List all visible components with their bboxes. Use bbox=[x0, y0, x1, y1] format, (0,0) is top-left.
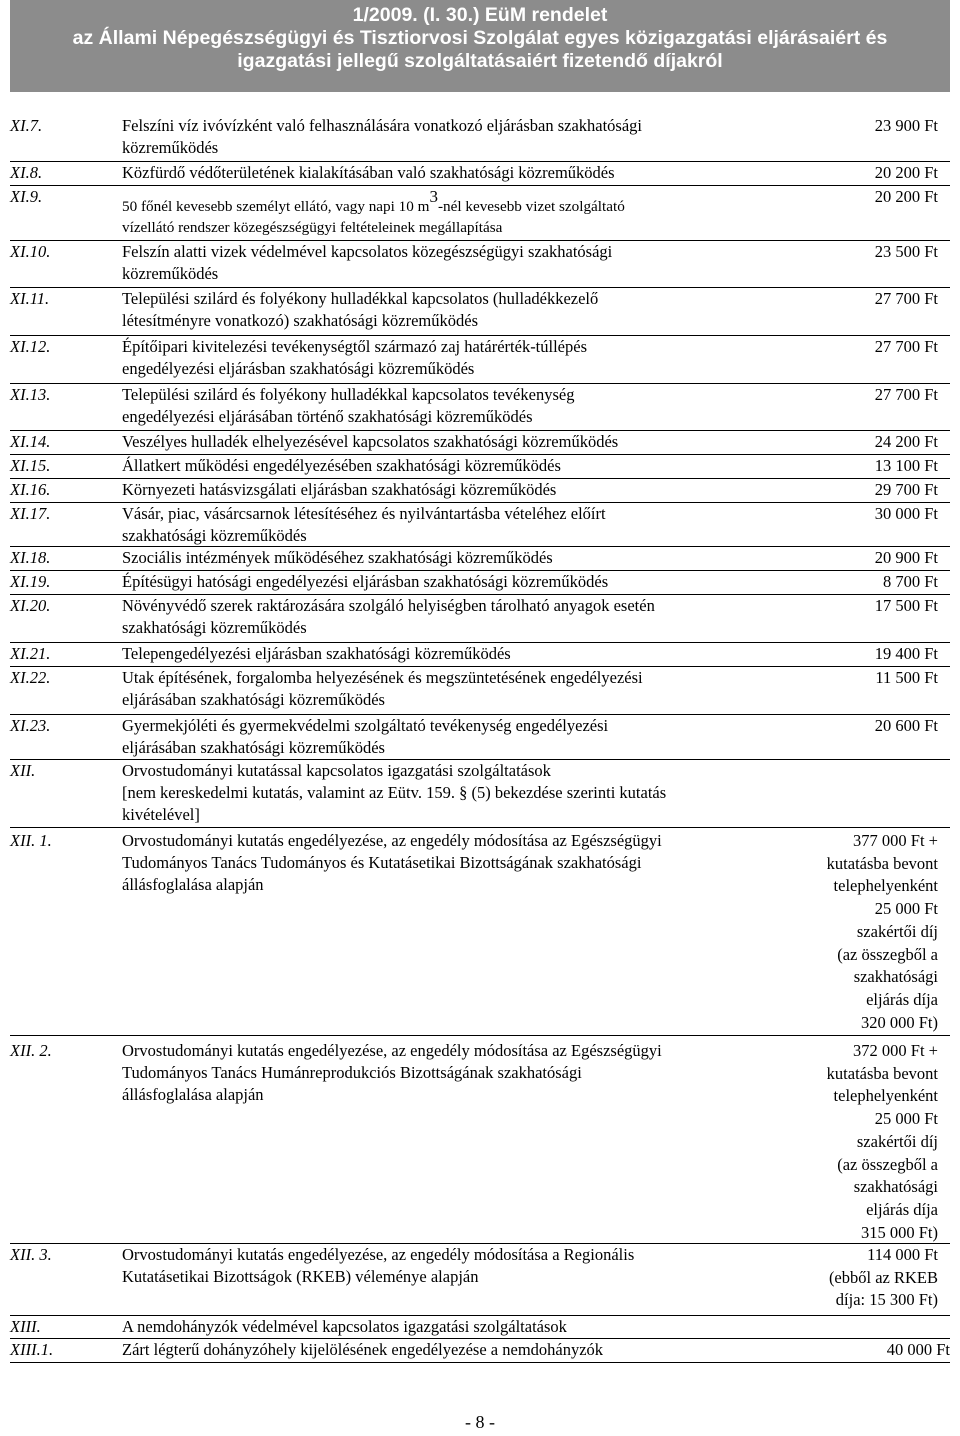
table-row bbox=[10, 1040, 950, 1244]
row-fee: 17 500 Ft bbox=[874, 596, 938, 615]
row-description: Szociális intézmények működéséhez szakhatósági közreműködés bbox=[122, 548, 553, 567]
row-description: Orvostudományi kutatással kapcsolatos igazgatási szolgáltatások [nem kereskedelmi kutatás, valamint az Eütv. 159. § (5) bekezdése szerinti kutatás kivételével] bbox=[122, 761, 667, 824]
row-code: XI.13. bbox=[10, 385, 51, 404]
row-fee: 24 200 Ft bbox=[874, 432, 938, 451]
header-subtitle-line2: igazgatási jellegű szolgáltatásaiért fizetendő díjakról bbox=[237, 50, 723, 72]
table-row bbox=[10, 595, 950, 643]
row-code: XIII.1. bbox=[10, 1340, 54, 1359]
row-code: XI.21. bbox=[10, 644, 51, 663]
row-fee: 27 700 Ft bbox=[874, 385, 938, 404]
row-description: Telepengedélyezési eljárásban szakhatósági közreműködés bbox=[122, 644, 511, 663]
row-description: Orvostudományi kutatás engedélyezése, az engedély módosítása az Egészségügyi Tudományos Tanács Humánreprodukciós Bizottságának szakhatósági állásfoglalása alapján bbox=[122, 1041, 662, 1104]
row-code: XII. 3. bbox=[10, 1245, 52, 1264]
row-fee: 13 100 Ft bbox=[874, 456, 938, 475]
row-description: A nemdohányzók védelmével kapcsolatos igazgatási szolgáltatások bbox=[122, 1317, 567, 1336]
row-code: XI.19. bbox=[10, 572, 51, 591]
row-fee: 19 400 Ft bbox=[874, 644, 938, 663]
row-description: Építésügyi hatósági engedélyezési eljárásban szakhatósági közreműködés bbox=[122, 572, 609, 591]
page-number: - 8 - bbox=[465, 1412, 495, 1432]
row-fee: 20 200 Ft bbox=[874, 187, 938, 206]
row-code: XI.16. bbox=[10, 480, 51, 499]
row-description: 50 főnél kevesebb személyt ellátó, vagy napi 10 $m^3$-nél kevesebb vizet szolgáltató vízellátó rendszer közegészségügyi feltételeinek megállapítása bbox=[122, 187, 625, 236]
row-description: Zárt légterű dohányzóhely kijelölésének engedélyezése a nemdohányzók bbox=[122, 1340, 604, 1359]
table-row bbox=[10, 384, 950, 431]
row-fee: 372 000 Ft + kutatásba bevont telephelyenként 25 000 Ft szakértői díj (az összegből a szakhatósági eljárás díja 315 000 Ft) bbox=[826, 1041, 938, 1242]
row-description: Növényvédő szerek raktározására szolgáló helyiségben tárolható anyagok esetén szakhatósági közreműködés bbox=[122, 596, 655, 637]
row-fee: 27 700 Ft bbox=[874, 337, 938, 356]
row-fee: 29 700 Ft bbox=[874, 480, 938, 499]
table-row bbox=[10, 115, 950, 162]
table-row bbox=[10, 1244, 950, 1316]
row-code: XI.8. bbox=[10, 163, 43, 182]
table-row bbox=[10, 571, 950, 595]
row-code: XI.11. bbox=[10, 289, 50, 308]
row-description: Orvostudományi kutatás engedélyezése, az engedély módosítása az Egészségügyi Tudományos Tanács Tudományos és Kutatásetikai Bizottságának szakhatósági állásfoglalása alapján bbox=[122, 831, 662, 894]
table-row bbox=[10, 760, 950, 828]
row-description: Építőipari kivitelezési tevékenységtől származó zaj határérték-túllépés engedélyezési eljárásban szakhatósági közreműködés bbox=[122, 337, 588, 378]
table-row bbox=[10, 830, 950, 1036]
row-fee: 23 900 Ft bbox=[874, 116, 938, 135]
row-description: Utak építésének, forgalomba helyezésének és megszüntetésének engedélyezési eljárásában szakhatósági közreműködés bbox=[122, 668, 643, 709]
table-row bbox=[10, 547, 950, 571]
header-subtitle-line1: az Állami Népegészségügyi és Tisztiorvosi Szolgálat egyes közigazgatási eljárásaiért és bbox=[72, 27, 888, 49]
row-code: XII. bbox=[10, 761, 36, 780]
row-code: XI.18. bbox=[10, 548, 51, 567]
table-row bbox=[10, 241, 950, 288]
row-fee: 40 000 Ft bbox=[886, 1340, 950, 1359]
row-fee: 20 600 Ft bbox=[874, 716, 938, 735]
table-row bbox=[10, 186, 950, 241]
document-header bbox=[10, 0, 950, 92]
row-code: XI.10. bbox=[10, 242, 51, 261]
row-fee: 11 500 Ft bbox=[875, 668, 938, 687]
row-fee: 27 700 Ft bbox=[874, 289, 938, 308]
row-code: XII. 2. bbox=[10, 1041, 52, 1060]
table-row bbox=[10, 162, 950, 186]
row-description: Közfürdő védőterületének kialakításában való szakhatósági közreműködés bbox=[122, 163, 615, 182]
table-row bbox=[10, 431, 950, 455]
row-code: XI.7. bbox=[10, 116, 43, 135]
row-description: Felszíni víz ivóvízként való felhasználására vonatkozó eljárásban szakhatósági közreműködés bbox=[122, 116, 643, 157]
table-row bbox=[10, 288, 950, 336]
row-fee: 377 000 Ft + kutatásba bevont telephelyenként 25 000 Ft szakértői díj (az összegből a szakhatósági eljárás díja 320 000 Ft) bbox=[826, 831, 938, 1032]
row-description: Állatkert működési engedélyezésében szakhatósági közreműködés bbox=[122, 456, 561, 475]
row-code: XI.15. bbox=[10, 456, 51, 475]
row-code: XI.22. bbox=[10, 668, 51, 687]
row-fee: 30 000 Ft bbox=[874, 504, 938, 523]
row-code: XI.12. bbox=[10, 337, 51, 356]
row-code: XI.9. bbox=[10, 187, 43, 206]
row-code: XI.14. bbox=[10, 432, 51, 451]
row-description: Települési szilárd és folyékony hulladékkal kapcsolatos (hulladékkezelő létesítményre vonatkozó) szakhatósági közreműködés bbox=[122, 289, 599, 330]
header-title: 1/2009. (I. 30.) EüM rendelet bbox=[352, 4, 608, 26]
row-fee: 20 200 Ft bbox=[874, 163, 938, 182]
row-code: XIII. bbox=[10, 1317, 41, 1336]
row-description: Gyermekjóléti és gyermekvédelmi szolgáltató tevékenység engedélyezési eljárásában szakhatósági közreműködés bbox=[122, 716, 609, 757]
row-description: Veszélyes hulladék elhelyezésével kapcsolatos szakhatósági közreműködés bbox=[122, 432, 619, 451]
row-code: XI.23. bbox=[10, 716, 51, 735]
row-description: Települési szilárd és folyékony hulladékkal kapcsolatos tevékenység engedélyezési eljárásában történő szakhatósági közreműködés bbox=[122, 385, 575, 426]
row-code: XI.20. bbox=[10, 596, 51, 615]
row-description: Felszín alatti vizek védelmével kapcsolatos közegészségügyi szakhatósági közreműködés bbox=[122, 242, 613, 283]
table-row bbox=[10, 455, 950, 479]
row-description: Környezeti hatásvizsgálati eljárásban szakhatósági közreműködés bbox=[122, 480, 557, 499]
table-row bbox=[10, 1316, 950, 1339]
table-row bbox=[10, 503, 950, 547]
table-row bbox=[10, 479, 950, 503]
row-code: XII. 1. bbox=[10, 831, 52, 850]
table-row bbox=[10, 643, 950, 667]
row-code: XI.17. bbox=[10, 504, 51, 523]
row-fee: 20 900 Ft bbox=[874, 548, 938, 567]
row-fee: 114 000 Ft (ebből az RKEB díja: 15 300 Ft) bbox=[828, 1245, 938, 1310]
table-row bbox=[10, 336, 950, 384]
table-row bbox=[10, 667, 950, 715]
row-description: Vásár, piac, vásárcsarnok létesítéséhez és nyilvántartásba vételéhez előírt szakhatósági közreműködés bbox=[122, 504, 606, 545]
row-fee: 8 700 Ft bbox=[882, 572, 938, 591]
table-row bbox=[10, 715, 950, 760]
row-description: Orvostudományi kutatás engedélyezése, az engedély módosítása a Regionális Kutatásetikai Bizottságok (RKEB) véleménye alapján bbox=[122, 1245, 635, 1286]
table-row bbox=[10, 1339, 950, 1363]
row-fee: 23 500 Ft bbox=[874, 242, 938, 261]
